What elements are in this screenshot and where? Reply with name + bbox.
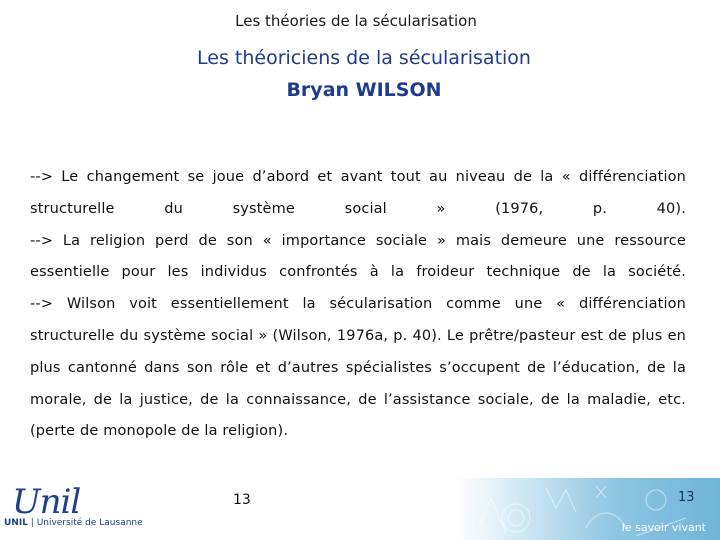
- body-paragraph: --> Le changement se joue d’abord et avant tout au niveau de la « différenciation structurelle du système social » (1976, p. 40).: [30, 169, 686, 217]
- logo-caption-bold: UNIL: [4, 518, 28, 528]
- header-title: Les théories de la sécularisation: [235, 12, 477, 30]
- slide-title-line1: Les théoriciens de la sécularisation: [197, 47, 531, 69]
- page-number-right: 13: [678, 490, 695, 505]
- unil-logo: [4, 480, 174, 536]
- slide-title: [0, 42, 720, 106]
- logo-wordmark: Unil: [12, 482, 81, 522]
- body-paragraph: --> La religion perd de son « importance sociale » mais demeure une ressource essentielle pour les individus confrontés à la froideur technique de la société.: [30, 232, 686, 281]
- footer-slogan: le savoir vivant: [621, 521, 706, 534]
- body-paragraph: --> Wilson voit essentiellement la sécularisation comme une « différenciation structurelle du système social » (Wilson, 1976a, p. 40). Le prêtre/pasteur est de plus en plus cantonné dans son rôle et d’autres spécialistes s’occupent de l’éducation, de la morale, de la justice, de la connaissance, de l’assistance sociale, de la maladie, etc. (perte de monopole de la religion).: [30, 296, 686, 440]
- logo-caption: [4, 518, 143, 528]
- slide-body: [30, 162, 686, 448]
- footer-banner: [456, 478, 720, 540]
- logo-caption-rest: | Université de Lausanne: [27, 518, 143, 528]
- slide-title-line2: Bryan WILSON: [286, 79, 442, 101]
- page-number-center: 13: [233, 492, 251, 508]
